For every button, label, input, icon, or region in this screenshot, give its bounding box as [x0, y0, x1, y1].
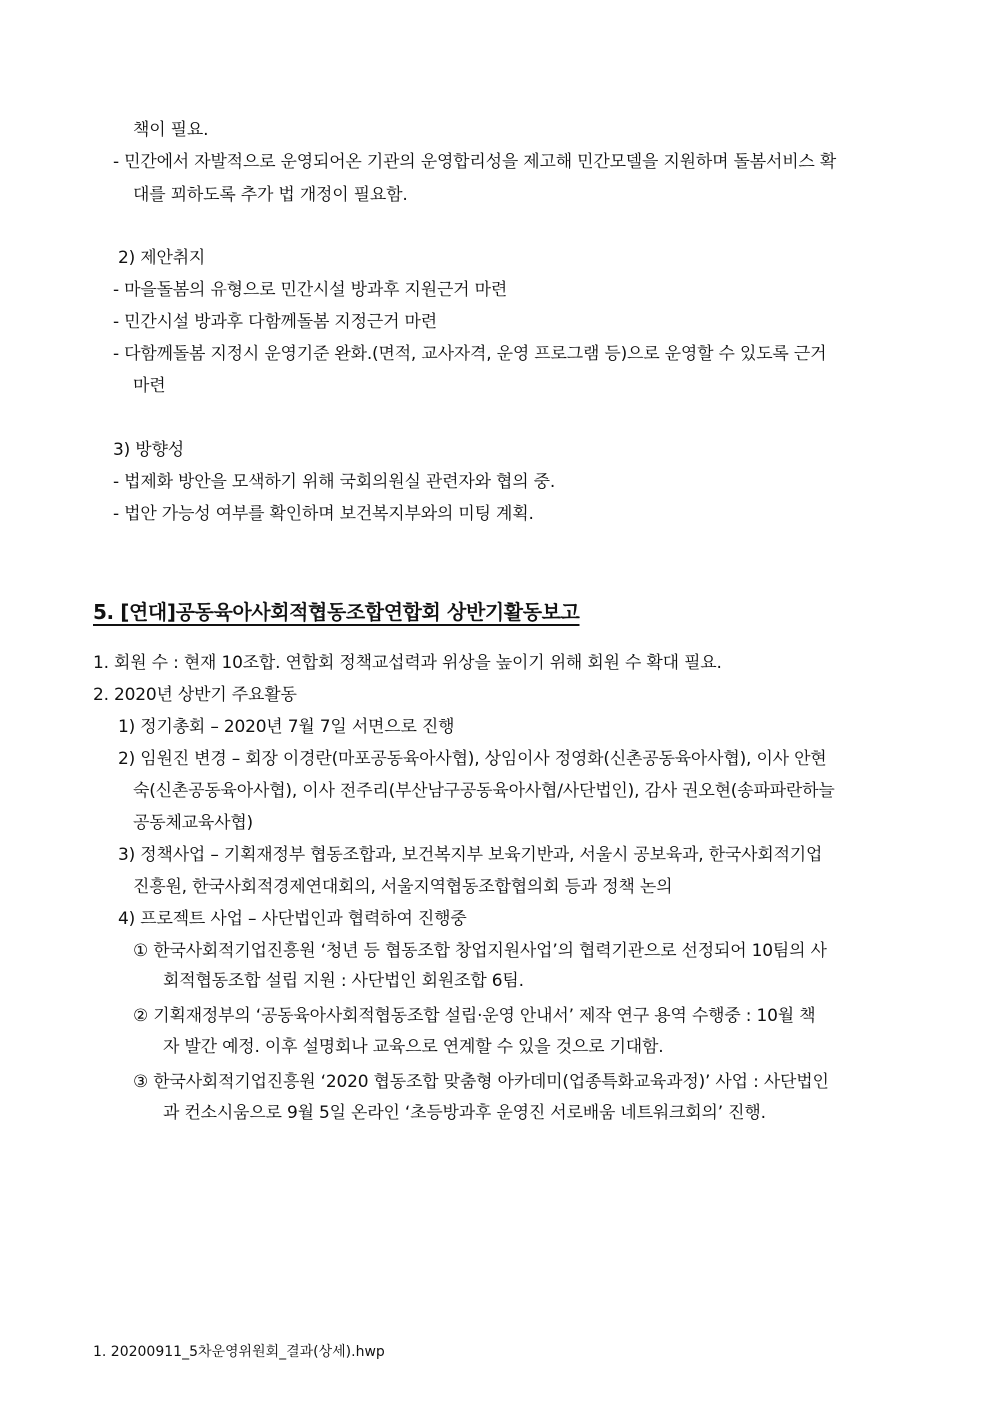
circled-item: ① 한국사회적기업진흥원 ‘청년 등 협동조합 창업지원사업’의 협력기관으로 선정되어 10팀의 사 [133, 941, 827, 961]
sub-item: 4) 프로젝트 사업 – 사단법인과 협력하여 진행중 [118, 909, 467, 929]
section-heading: 5. [연대]공동육아사회적협동조합연합회 상반기활동보고 [93, 600, 580, 624]
sub-item: 1) 정기총회 – 2020년 7월 7일 서면으로 진행 [118, 717, 455, 737]
bullet-line: 대를 꾀하도록 추가 법 개정이 필요함. [133, 185, 408, 205]
bullet-line: - 민간에서 자발적으로 운영되어온 기관의 운영합리성을 제고해 민간모델을 지원하며 돌봄서비스 확 [113, 152, 837, 172]
continuation-line: 책이 필요. [133, 120, 209, 140]
sub-item: 2) 임원진 변경 – 회장 이경란(마포공동육아사협), 상임이사 정영화(신촌공동육아사협), 이사 안현 [118, 749, 827, 769]
circled-item: 과 컨소시움으로 9월 5일 온라인 ‘초등방과후 운영진 서로배움 네트워크회의’ 진행. [163, 1103, 766, 1123]
bullet-line: - 다함께돌봄 지정시 운영기준 완화.(면적, 교사자격, 운영 프로그램 등)으로 운영할 수 있도록 근거 [113, 344, 827, 364]
footer-filename: 1. 20200911_5차운영위원회_결과(상세).hwp [93, 1344, 385, 1360]
sub-item: 공동체교육사협) [133, 813, 253, 833]
bullet-line: - 민간시설 방과후 다함께돌봄 지정근거 마련 [113, 312, 437, 332]
circled-item: ③ 한국사회적기업진흥원 ‘2020 협동조합 맞춤형 아카데미(업종특화교육과정)’ 사업 : 사단법인 [133, 1072, 829, 1092]
circled-item: 자 발간 예정. 이후 설명회나 교육으로 연계할 수 있을 것으로 기대함. [163, 1037, 664, 1057]
sub-item: 숙(신촌공동육아사협), 이사 전주리(부산남구공동육아사협/사단법인), 감사 권오현(송파파란하늘 [133, 781, 835, 801]
bullet-line: - 마을돌봄의 유형으로 민간시설 방과후 지원근거 마련 [113, 280, 508, 300]
subsection-heading: 2) 제안취지 [118, 248, 206, 268]
subsection-heading: 3) 방향성 [113, 440, 184, 460]
bullet-line: - 법제화 방안을 모색하기 위해 국회의원실 관련자와 협의 중. [113, 472, 556, 492]
circled-item: ② 기획재정부의 ‘공동육아사회적협동조합 설립·운영 안내서’ 제작 연구 용역 수행중 : 10월 책 [133, 1006, 816, 1026]
bullet-line: 마련 [133, 376, 166, 396]
list-item: 2. 2020년 상반기 주요활동 [93, 685, 297, 705]
sub-item: 진흥원, 한국사회적경제연대회의, 서울지역협동조합협의회 등과 정책 논의 [133, 877, 673, 897]
sub-item: 3) 정책사업 – 기획재정부 협동조합과, 보건복지부 보육기반과, 서울시 공보육과, 한국사회적기업 [118, 845, 823, 865]
bullet-line: - 법안 가능성 여부를 확인하며 보건복지부와의 미팅 계획. [113, 504, 534, 524]
circled-item: 회적협동조합 설립 지원 : 사단법인 회원조합 6팀. [163, 971, 524, 991]
list-item: 1. 회원 수 : 현재 10조합. 연합회 정책교섭력과 위상을 높이기 위해 회원 수 확대 필요. [93, 653, 722, 673]
